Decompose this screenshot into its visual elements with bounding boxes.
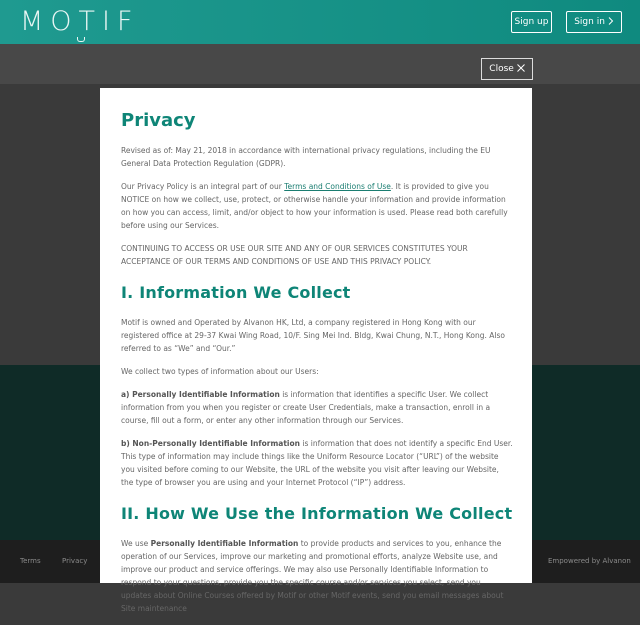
non-pii-text: is information that does not identify a specific End User. This type of information may include things like the Uniform Resource Locator (“URL”) of the website you visited before coming to our Website, the URL of the website you visit after leaving our Website, the type of browser you are using and your Internet Protocol (“IP”) address. bbox=[121, 439, 513, 487]
motif-logo[interactable] bbox=[20, 7, 140, 37]
top-header bbox=[0, 0, 640, 44]
sign-in-label: Sign in bbox=[574, 17, 605, 27]
privacy-modal bbox=[100, 88, 532, 613]
close-button[interactable] bbox=[481, 58, 533, 80]
use-text: to provide products and services to you, enhance the operation of our Services, improve our marketing and promotional efforts, analyze Website use, and improve our product and service offerings. We may also use Personally Identifiable Information to respond to your questions, provide you the specific course and/or services you select, send you updates about Online Courses offered by Motif or other Motif events, send you email messages about Site maintenance bbox=[121, 539, 504, 613]
footer-terms-link[interactable]: Terms bbox=[20, 557, 41, 565]
continuing-paragraph: CONTINUING TO ACCESS OR USE OUR SITE AND ANY OF OUR SERVICES CONSTITUTES YOUR ACCEPTANCE OF OUR TERMS AND CONDITIONS OF USE AND THIS PRIVACY POLICY. bbox=[121, 244, 468, 266]
use-paragraph bbox=[121, 537, 513, 615]
pii-term: a) Personally Identifiable Information bbox=[121, 390, 280, 399]
use-term: Personally Identifiable Information bbox=[150, 539, 299, 548]
intro-text-end: . It is provided to give you NOTICE on how we collect, use, protect, or otherwise handle your information and provide information on how you can access, limit, and/or object to how your information is used. Please read both carefully before using our Services. bbox=[121, 182, 508, 230]
footer-powered-by: Empowered by Alvanon bbox=[548, 557, 631, 565]
sign-in-button[interactable] bbox=[566, 11, 622, 33]
two-types-paragraph: We collect two types of information about our Users: bbox=[121, 367, 319, 376]
owner-paragraph: Motif is owned and Operated by Alvanon HK, Ltd, a company registered in Hong Kong with our registered office at 29-37 Kwai Wing Road, 10/F. Sing Mei Ind. Bldg, Kwai Chung, N.T., Hong Kong. Also referred to as “We” and “Our.” bbox=[121, 318, 506, 353]
non-pii-paragraph bbox=[121, 437, 513, 489]
logo-text: MOTIF bbox=[20, 6, 140, 37]
close-label: Close bbox=[489, 64, 514, 74]
chevron-right-icon bbox=[608, 17, 614, 25]
intro-text-start: Our Privacy Policy is an integral part of our bbox=[121, 182, 285, 191]
use-text-start: We use bbox=[121, 539, 151, 548]
footer-privacy-link[interactable]: Privacy bbox=[62, 557, 88, 565]
sign-up-button[interactable] bbox=[511, 11, 552, 33]
section-2-heading: II. How We Use the Information We Collect bbox=[121, 504, 513, 523]
close-icon bbox=[517, 64, 525, 72]
intro-paragraph bbox=[121, 180, 513, 232]
revised-paragraph: Revised as of: May 21, 2018 in accordance with international privacy regulations, including the EU General Data Protection Regulation (GDPR). bbox=[121, 146, 491, 168]
terms-link[interactable]: Terms and Conditions of Use bbox=[284, 182, 391, 191]
logo-bulb-icon bbox=[77, 37, 85, 42]
sign-up-label: Sign up bbox=[514, 17, 549, 27]
privacy-title: Privacy bbox=[121, 110, 196, 131]
section-1-heading: I. Information We Collect bbox=[121, 283, 351, 302]
non-pii-term: b) Non-Personally Identifiable Information bbox=[121, 439, 300, 448]
pii-paragraph bbox=[121, 388, 513, 427]
privacy-content bbox=[121, 109, 513, 625]
pii-text: is information that identifies a specific User. We collect information from you when you register or create User Credentials, make a transaction, enroll in a course, fill out a form, or enter any other information through our Services. bbox=[121, 390, 491, 425]
